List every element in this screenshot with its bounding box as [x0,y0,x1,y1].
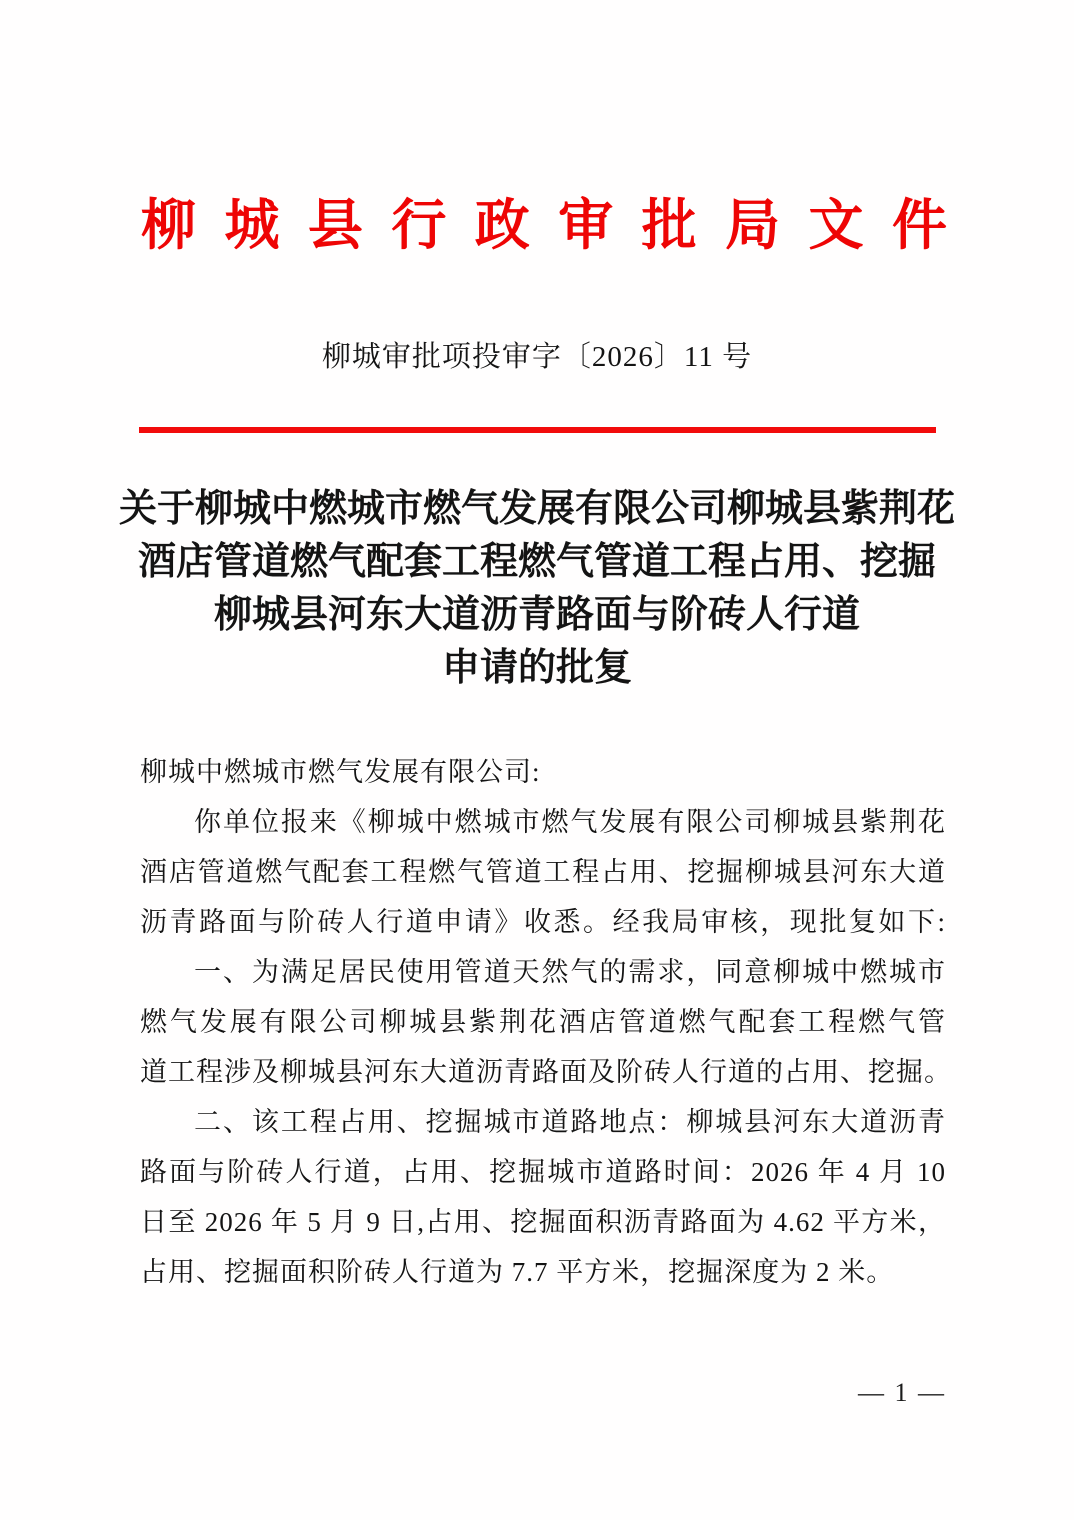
document-title-line: 酒店管道燃气配套工程燃气管道工程占用、挖掘 [137,541,936,583]
document-title-line: 柳城县河东大道沥青路面与阶砖人行道 [213,594,860,636]
letterhead-character: 审 [558,195,614,256]
letterhead-character: 城 [224,195,280,256]
paragraph-line: 你单位报来《柳城中燃城市燃气发展有限公司柳城县紫荆花 [194,807,946,837]
letterhead-character: 文 [808,195,864,256]
letterhead-character: 柳 [141,195,197,256]
letterhead-character: 件 [891,195,947,256]
paragraph-line: 道工程涉及柳城县河东大道沥青路面及阶砖人行道的占用、挖掘。 [140,1057,952,1087]
paragraph-line: 酒店管道燃气配套工程燃气管道工程占用、挖掘柳城县河东大道 [140,857,946,887]
document-reference-number: 柳城审批项投审字〔2026〕11 号 [321,341,753,373]
paragraph-line: 燃气发展有限公司柳城县紫荆花酒店管道燃气配套工程燃气管 [140,1007,946,1037]
document-title-line: 关于柳城中燃城市燃气发展有限公司柳城县紫荆花 [118,488,955,530]
letterhead-issuer-title [141,196,947,256]
letterhead-character: 政 [474,195,530,256]
paragraph-line: 一、为满足居民使用管道天然气的需求，同意柳城中燃城市 [194,957,946,987]
letterhead-character: 县 [307,195,363,256]
document-title-line: 申请的批复 [441,647,632,689]
paragraph-line: 路面与阶砖人行道，占用、挖掘城市道路时间：2026 年 4 月 10 [140,1157,946,1187]
document-title [0,483,1074,695]
document-body [140,747,952,1297]
letterhead-character: 行 [391,195,447,256]
letterhead-separator-rule [139,427,936,433]
paragraph-line: 占用、挖掘面积阶砖人行道为 7.7 平方米，挖掘深度为 2 米。 [140,1257,895,1287]
salutation-line: 柳城中燃城市燃气发展有限公司: [140,757,541,787]
paragraph-line: 日至 2026 年 5 月 9 日,占用、挖掘面积沥青路面为 4.62 平方米， [140,1207,946,1237]
page-number: — 1 — [858,1378,946,1407]
letterhead-character: 批 [641,195,697,256]
paragraph-line: 二、该工程占用、挖掘城市道路地点：柳城县河东大道沥青 [194,1107,946,1137]
paragraph-line: 沥青路面与阶砖人行道申请》收悉。经我局审核，现批复如下: [140,907,946,937]
letterhead-character: 局 [725,195,781,256]
